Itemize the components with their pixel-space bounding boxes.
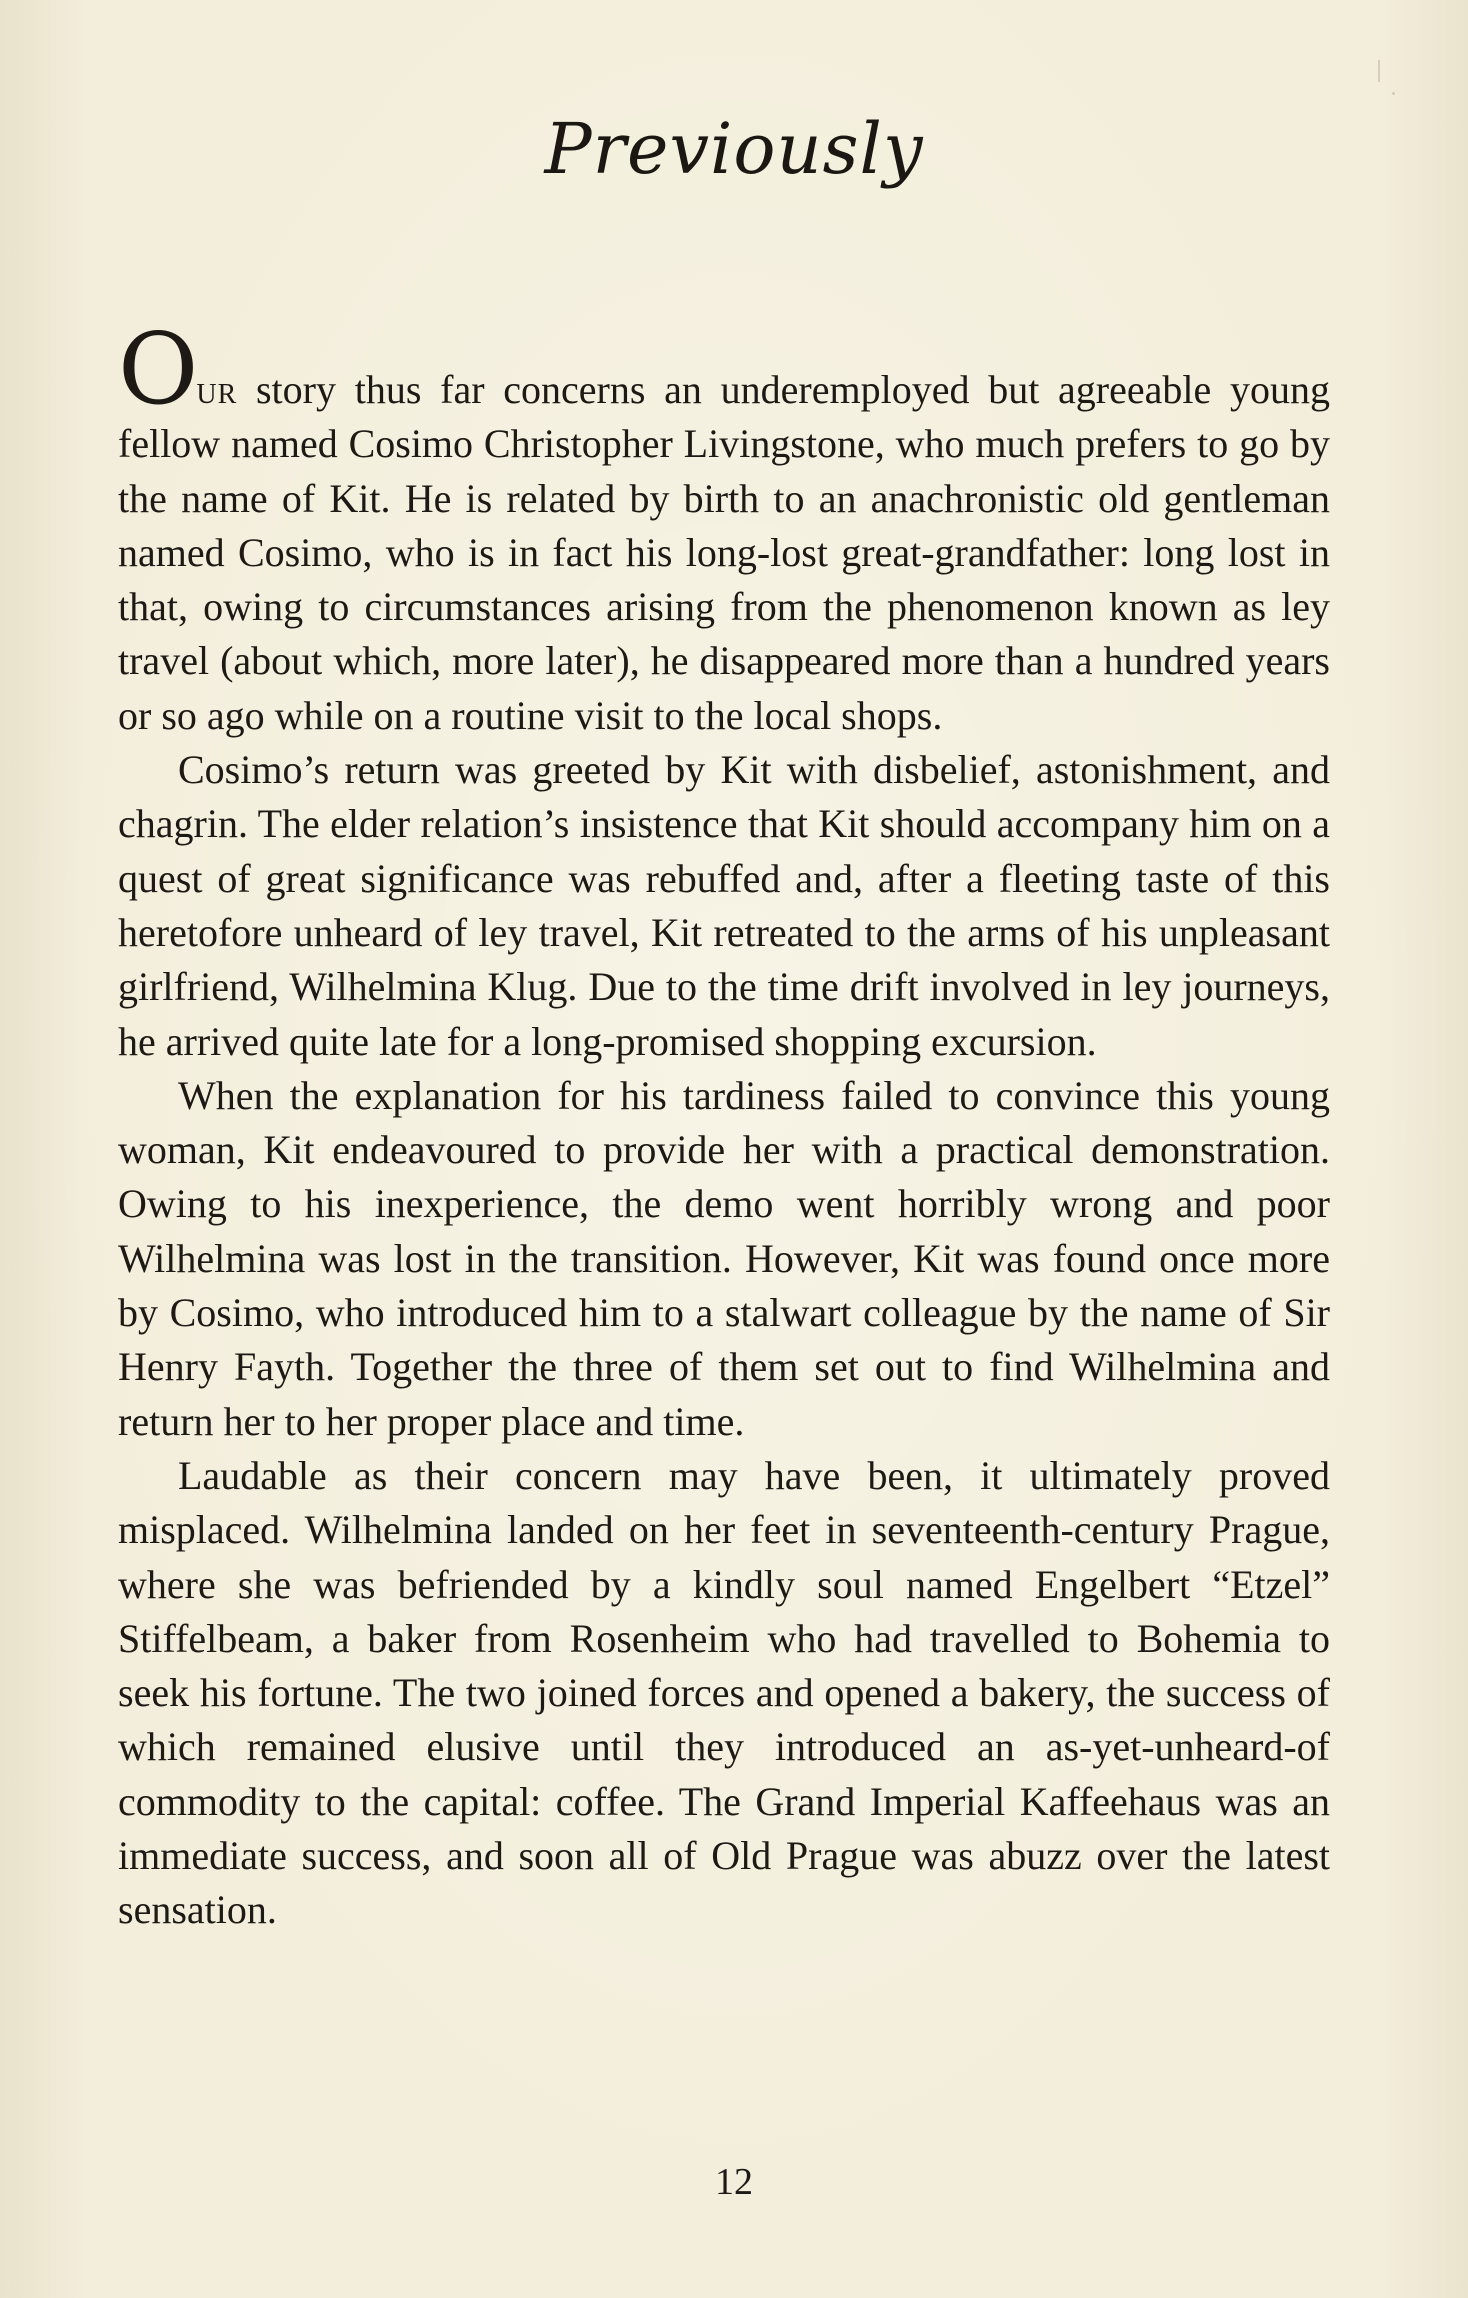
- chapter-title: Previously: [544, 108, 924, 190]
- paragraph-2: Cosimo’s return was greeted by Kit with disbelief, astonishment, and chagrin. The elder relation’s insistence that Kit should accompany him on a quest of great significance was rebuffed and, after a fleeting taste of this heretofore unheard of ley travel, Kit retreated to the arms of his unpleasant girlfriend, Wilhelmina Klug. Due to the time drift involved in ley journeys, he arrived quite late for a long-promised shopping excursion.: [118, 747, 1330, 1064]
- paragraph-1-text: story thus far concerns an underemployed but agreeable young fellow named Cosimo Christopher Livingstone, who much prefers to go by the name of Kit. He is related by birth to an anachronistic old gentleman named Cosimo, who is in fact his long-lost great-grandfather: long lost in that, owing to circumstances arising from the phenomenon known as ley travel (about which, more later), he disappeared more than a hundred years or so ago while on a routine visit to the local shops.: [118, 367, 1330, 738]
- page-number: 12: [715, 2161, 753, 2203]
- small-caps-lead: ur: [196, 367, 238, 412]
- paragraph-1: [118, 313, 1330, 743]
- paragraph-4: Laudable as their concern may have been, it ultimately proved misplaced. Wilhelmina landed on her feet in seventeenth-century Prague, where she was befriended by a kindly soul named Engelbert “Etzel” Stiffelbeam, a baker from Rosenheim who had travelled to Bohemia to seek his fortune. The two joined forces and opened a bakery, the success of which remained elusive until they introduced an as-yet-unheard-of commodity to the capital: coffee. The Grand Imperial Kaffeehaus was an immediate success, and soon all of Old Prague was abuzz over the latest sensation.: [118, 1452, 1330, 1933]
- scan-speck: [1378, 60, 1380, 82]
- paragraph-3: When the explanation for his tardiness failed to convince this young woman, Kit endeavoured to provide her with a practical demonstration. Owing to his inexperience, the demo went horribly wrong and poor Wilhelmina was lost in the transition. However, Kit was found once more by Cosimo, who introduced him to a stalwart colleague by the name of Sir Henry Fayth. Together the three of them set out to find Wilhelmina and return her to her proper place and time.: [118, 1072, 1330, 1444]
- body-text: [118, 313, 1330, 1938]
- drop-cap: O: [118, 313, 197, 427]
- scan-speck: [1392, 92, 1395, 95]
